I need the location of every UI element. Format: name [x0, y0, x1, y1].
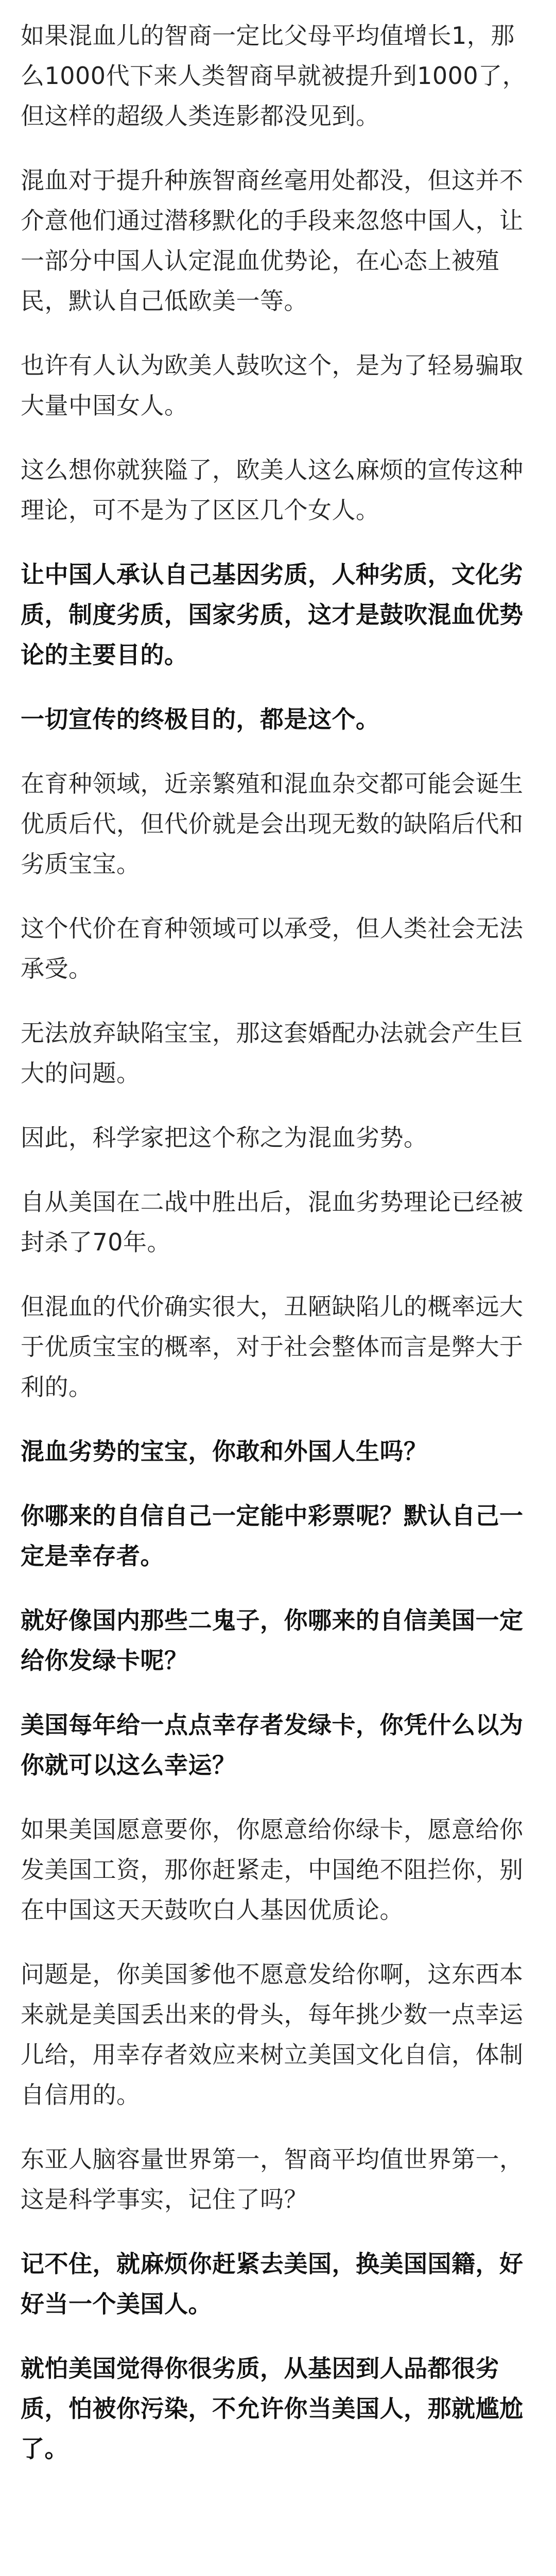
paragraph-16: 美国每年给一点点幸存者发绿卡，你凭什么以为你就可以这么幸运？ [21, 1711, 524, 1779]
paragraph-4: 这么想你就狭隘了，欧美人这么麻烦的宣传这种理论，可不是为了区区几个女人。 [21, 456, 524, 524]
paragraph-3: 也许有人认为欧美人鼓吹这个，是为了轻易骗取大量中国女人。 [21, 351, 524, 419]
paragraph-1: 如果混血儿的智商一定比父母平均值增长1，那么1000代下来人类智商早就被提升到1000了，但这样的超级人类连影都没见到。 [21, 22, 527, 130]
paragraph-7: 在育种领域，近亲繁殖和混血杂交都可能会诞生优质后代，但代价就是会出现无数的缺陷后代和劣质宝宝。 [21, 770, 524, 878]
paragraph-20: 记不住，就麻烦你赶紧去美国，换美国国籍，好好当一个美国人。 [21, 2250, 524, 2318]
paragraph-6: 一切宣传的终极目的，都是这个。 [21, 705, 380, 733]
paragraph-17: 如果美国愿意要你，你愿意给你绿卡，愿意给你发美国工资，那你赶紧走，中国绝不阻拦你，别在中国这天天鼓吹白人基因优质论。 [21, 1816, 524, 1924]
paragraph-8: 这个代价在育种领域可以承受，但人类社会无法承受。 [21, 914, 524, 982]
paragraph-13: 混血劣势的宝宝，你敢和外国人生吗？ [21, 1437, 428, 1465]
paragraph-21: 就怕美国觉得你很劣质，从基因到人品都很劣质，怕被你污染，不允许你当美国人，那就尴尬了。 [21, 2354, 524, 2463]
paragraph-2: 混血对于提升种族智商丝毫用处都没，但这并不介意他们通过潜移默化的手段来忽悠中国人，让一部分中国人认定混血优势论，在心态上被殖民，默认自己低欧美一等。 [21, 166, 524, 315]
paragraph-15: 就好像国内那些二鬼子，你哪来的自信美国一定给你发绿卡呢？ [21, 1606, 524, 1674]
paragraph-14: 你哪来的自信自己一定能中彩票呢？默认自己一定是幸存者。 [21, 1502, 524, 1570]
paragraph-11: 自从美国在二战中胜出后，混血劣势理论已经被封杀了70年。 [21, 1188, 524, 1256]
paragraph-18: 问题是，你美国爹他不愿意发给你啊，这东西本来就是美国丢出来的骨头，每年挑少数一点幸运儿给，用幸存者效应来树立美国文化自信，体制自信用的。 [21, 1960, 524, 2109]
paragraph-10: 因此，科学家把这个称之为混血劣势。 [21, 1124, 428, 1151]
article-body [21, 15, 535, 2493]
paragraph-9: 无法放弃缺陷宝宝，那这套婚配办法就会产生巨大的问题。 [21, 1019, 524, 1087]
paragraph-19: 东亚人脑容量世界第一，智商平均值世界第一，这是科学事实，记住了吗？ [21, 2145, 524, 2213]
paragraph-12: 但混血的代价确实很大，丑陋缺陷儿的概率远大于优质宝宝的概率，对于社会整体而言是弊大于利的。 [21, 1293, 524, 1401]
paragraph-5: 让中国人承认自己基因劣质，人种劣质，文化劣质，制度劣质，国家劣质，这才是鼓吹混血优势论的主要目的。 [21, 561, 524, 669]
